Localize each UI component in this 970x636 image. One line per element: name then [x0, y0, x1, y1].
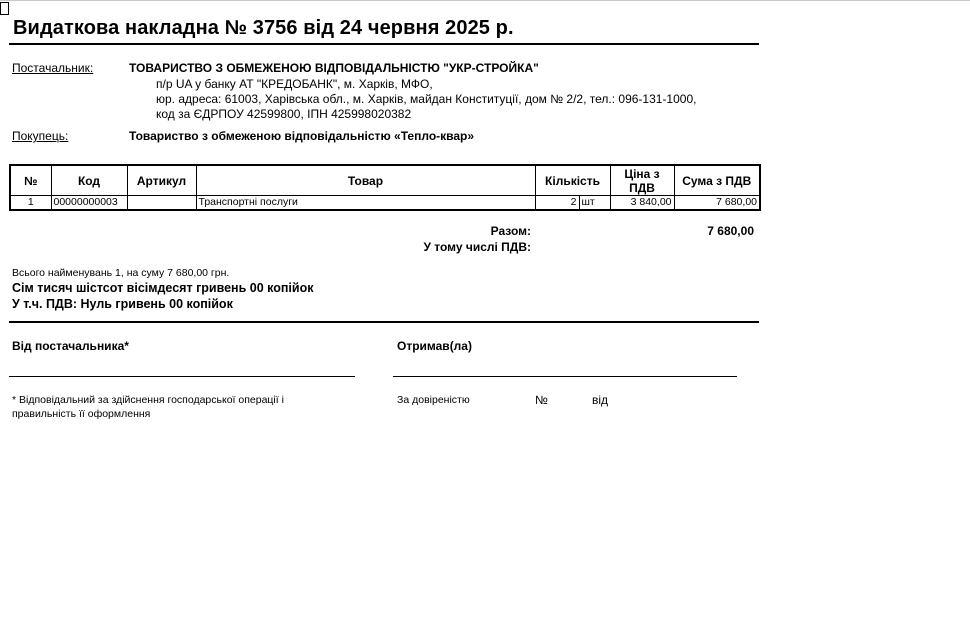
- col-header-product: Товар: [196, 165, 535, 196]
- vat-label: У тому числі ПДВ:: [423, 240, 531, 254]
- supplier-address: юр. адреса: 61003, Харівська обл., м. Харків, майдан Конституції, дом № 2/2, тел.: 096-131-1000,: [156, 92, 697, 106]
- col-header-sum: Сума з ПДВ: [674, 165, 760, 196]
- cell-sum: 7 680,00: [674, 196, 760, 211]
- buyer-name: Товариство з обмеженою відповідальністю «Тепло-квар»: [129, 129, 475, 143]
- receiver-signature-label: Отримав(ла): [397, 339, 472, 353]
- supplier-signature-line: [9, 376, 355, 377]
- goods-table: [9, 164, 761, 211]
- col-header-price: Ціна з ПДВ: [610, 165, 674, 196]
- footnote-line1: * Відповідальний за здійснення господарської операції і: [12, 394, 284, 406]
- table-header-row: [10, 165, 760, 196]
- amount-in-words: Сім тисяч шістсот вісімдесят гривень 00 копійок: [12, 281, 314, 295]
- supplier-label: Постачальник:: [12, 61, 94, 75]
- corner-handle[interactable]: [0, 2, 9, 15]
- col-header-no: №: [10, 165, 51, 196]
- supplier-name: ТОВАРИСТВО З ОБМЕЖЕНОЮ ВІДПОВІДАЛЬНІСТЮ "УКР-СТРОЙКА": [129, 61, 539, 75]
- cell-price: 3 840,00: [610, 196, 674, 211]
- proxy-label: За довіреністю: [397, 394, 470, 406]
- cell-code: 00000000003: [51, 196, 127, 211]
- buyer-label: Покупець:: [12, 129, 69, 143]
- col-header-article: Артикул: [127, 165, 196, 196]
- supplier-codes: код за ЄДРПОУ 42599800, ІПН 425998020382: [156, 107, 412, 121]
- col-header-code: Код: [51, 165, 127, 196]
- total-value: 7 680,00: [707, 224, 754, 238]
- cell-qty-unit: шт: [581, 196, 595, 208]
- proxy-date-label: від: [592, 393, 609, 407]
- footnote-line2: правильність її оформлення: [12, 408, 151, 420]
- items-count-line: Всього найменувань 1, на суму 7 680,00 грн.: [12, 267, 230, 279]
- cell-product: Транспортні послуги: [196, 196, 535, 211]
- supplier-bank: п/р UA у банку АТ "КРЕДОБАНК", м. Харків, МФО,: [156, 77, 433, 91]
- invoice-title: Видаткова накладна № 3756 від 24 червня 2025 р.: [13, 17, 514, 39]
- cell-no: 1: [10, 196, 51, 211]
- supplier-signature-label: Від постачальника*: [12, 339, 129, 353]
- title-divider: [9, 43, 759, 45]
- cell-qty-value: 2: [536, 196, 580, 209]
- vat-in-words: У т.ч. ПДВ: Нуль гривень 00 копійок: [12, 297, 233, 311]
- receiver-signature-line: [393, 376, 737, 377]
- total-label: Разом:: [490, 224, 531, 238]
- col-header-qty: Кількість: [535, 165, 610, 196]
- cell-qty: [535, 196, 610, 211]
- proxy-number-label: №: [535, 393, 548, 407]
- summary-divider: [9, 321, 759, 323]
- table-row: [10, 196, 760, 211]
- top-border: [0, 0, 970, 1]
- cell-article: [127, 196, 196, 211]
